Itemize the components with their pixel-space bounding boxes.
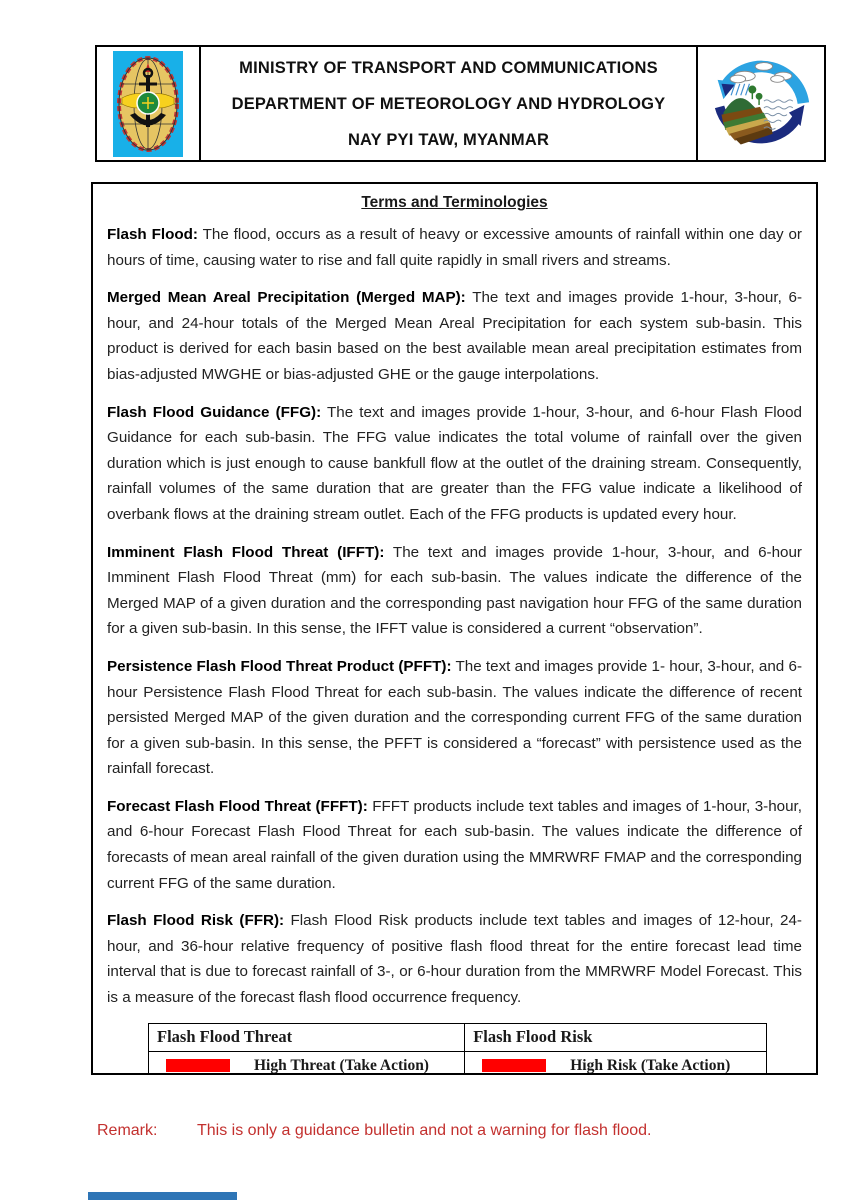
term-label: Flash Flood: [107, 226, 198, 243]
letterhead-left-cell [97, 47, 201, 160]
letterhead-right-cell [698, 47, 824, 160]
department-name: DEPARTMENT OF METEOROLOGY AND HYDROLOGY [231, 94, 666, 113]
term-pfft [107, 654, 802, 782]
term-label: Flash Flood Guidance (FFG): [107, 403, 322, 421]
term-label: Flash Flood Risk (FFR): [107, 912, 285, 930]
letterhead [95, 45, 826, 162]
high-risk-color-swatch [482, 1059, 546, 1072]
term-definition: The flood, occurs as a result of heavy or excessive amounts of rainfall within one day or hours of time, causing water to rise and fall quite rapidly in small rivers and streams. [107, 226, 802, 269]
high-risk-label: High Risk (Take Action) [570, 1056, 731, 1074]
term-definition: The text and images provide 1-hour, 3-hour, 6-hour, and 24-hour totals of the Merged Mean Areal Precipitation for each system sub-basin. This product is derived for each basin based on the best available mean areal precipitation estimates from bias-adjusted MWGHE or bias-adjusted GHE or the gauge interpolations. [107, 289, 803, 383]
term-definition: Flash Flood Risk products include text tables and images of 12-hour, 24-hour, and 36-hour relative frequency of positive flash flood threat for the entire forecast lead time interval that is due to forecast rainfall of 3-, or 6-hour duration from the MMRWRF Model Forecast. This is a measure of the forecast flash flood occurrence frequency. [107, 912, 802, 1007]
term-merged-map [107, 285, 802, 387]
location-line: NAY PYI TAW, MYANMAR [347, 130, 550, 149]
legend-col-threat: Flash Flood Threat [149, 1023, 465, 1051]
term-ffr [107, 908, 802, 1010]
remark-label: Remark: [97, 1122, 158, 1139]
term-ffg [107, 400, 802, 528]
term-definition: The text and images provide 1-hour, 3-hour, and 6-hour Imminent Flash Flood Threat (mm) for each sub-basin. The values indicate the difference of the Merged MAP of a given duration and the corresponding past navigation hour FFG of the same duration for a given sub-basin. In this sense, the IFFT value is considered a current “observation”. [107, 543, 802, 638]
hydrology-water-cycle-icon [708, 51, 814, 157]
term-label: Forecast Flash Flood Threat (FFFT): [107, 797, 368, 815]
term-definition: The text and images provide 1- hour, 3-hour, and 6-hour Persistence Flash Flood Threat for each sub-basin. The values indicate the difference of recent persisted Merged MAP of the given duration and the corresponding current FFG of the same duration for a given sub-basin. In this sense, the PFFT is considered a “forecast” with persistence used as the rainfall forecast. [107, 657, 802, 778]
remark [97, 1122, 652, 1140]
letterhead-titles [201, 47, 698, 160]
term-ifft [107, 540, 802, 642]
term-flash-flood [107, 222, 802, 273]
legend-header-row [149, 1023, 767, 1051]
remark-text: This is only a guidance bulletin and not a warning for flash flood. [197, 1122, 652, 1139]
high-threat-label: High Threat (Take Action) [254, 1056, 429, 1074]
section-title: Terms and Terminologies [361, 194, 548, 211]
term-definition: FFFT products include text tables and images of 1-hour, 3-hour, and 6-hour Forecast Flash Flood Threat for each sub-basin. The values indicate the difference of forecasts of mean areal rainfall of the given duration using the MMRWRF FMAP and the corresponding current FFG of the same duration. [107, 797, 802, 892]
legend-col-risk: Flash Flood Risk [465, 1023, 766, 1051]
term-label: Persistence Flash Flood Threat Product (PFFT): [107, 657, 452, 675]
term-definition: The text and images provide 1-hour, 3-hour, and 6-hour Flash Flood Guidance for each sub-basin. The FFG value indicates the total volume of rainfall over the given duration which is just enough to cause bankfull flow at the outlet of the draining stream. Consequently, rainfall volumes of the same duration that are greater than the FFG value indicate a likelihood of overbank flows at the draining stream outlet. Each of the FFG products is updated every hour. [107, 403, 802, 523]
ministry-name: MINISTRY OF TRANSPORT AND COMMUNICATIONS [239, 58, 658, 77]
ministry-emblem-icon [113, 51, 183, 157]
term-label: Merged Mean Areal Precipitation (Merged MAP): [107, 289, 466, 307]
threat-risk-legend-table [148, 1023, 767, 1075]
legend-row-high [149, 1051, 767, 1075]
term-label: Imminent Flash Flood Threat (IFFT): [107, 543, 385, 561]
footer-blue-bar [88, 1192, 237, 1200]
high-threat-color-swatch [166, 1059, 230, 1072]
term-ffft [107, 794, 802, 896]
terms-box [91, 182, 818, 1075]
